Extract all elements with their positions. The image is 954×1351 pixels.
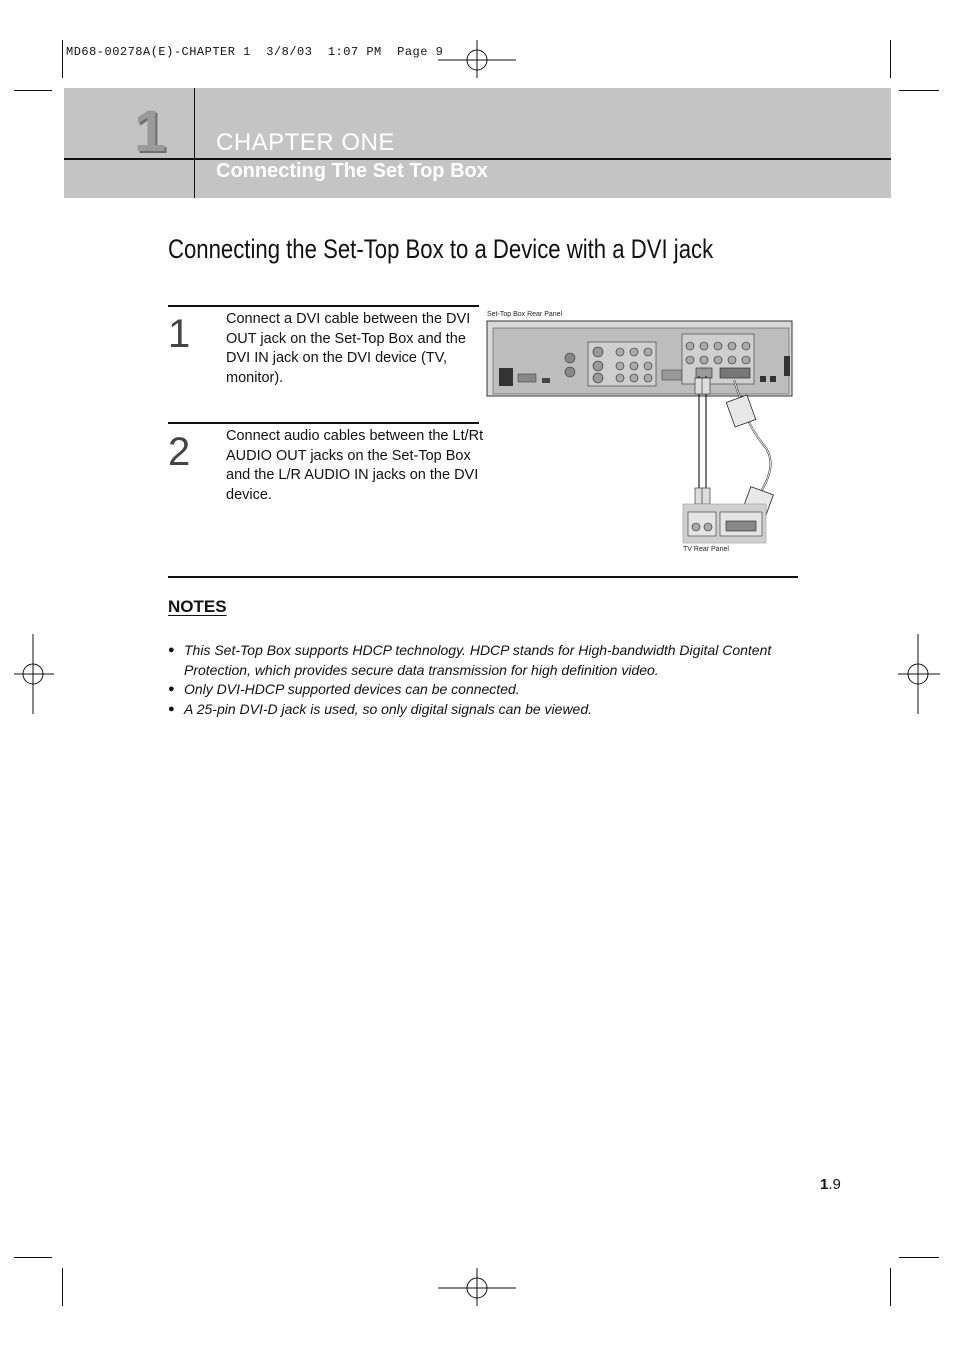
header-vertical-divider <box>194 88 195 198</box>
tv-rear-panel-label: TV Rear Panel <box>683 546 729 553</box>
step-1-text: Connect a DVI cable between the DVI OUT jack on the Set-Top Box and the DVI IN jack on the DVI device (TV, monitor). <box>226 311 471 386</box>
step-2-number: 2 <box>168 430 191 474</box>
bullet-icon: ● <box>168 644 175 656</box>
page-number-chapter: 1 <box>820 1176 829 1193</box>
step-1-number: 1 <box>168 312 191 356</box>
step-2-rule <box>168 422 479 424</box>
note-text: A 25-pin DVI-D jack is used, so only digital signals can be viewed. <box>184 700 593 717</box>
registration-mark-left <box>14 634 54 714</box>
bullet-icon: ● <box>168 683 175 695</box>
page-title: Connecting the Set-Top Box to a Device with a DVI jack <box>168 234 714 264</box>
step-1-rule <box>168 305 479 307</box>
note-text: This Set-Top Box supports HDCP technology. HDCP stands for High-bandwidth Digital Content Protection, which provides secure data transmission for high definition video. <box>184 642 772 678</box>
chapter-label: CHAPTER ONE <box>216 129 395 156</box>
list-item <box>168 680 788 700</box>
registration-mark-bottom <box>438 1268 516 1306</box>
chapter-subtitle: Connecting The Set Top Box <box>216 160 488 182</box>
dvi-cable <box>726 380 773 517</box>
notes-list <box>168 641 788 719</box>
print-slug: MD68-00278A(E)-CHAPTER 1 3/8/03 1:07 PM Page 9 <box>66 45 444 59</box>
connection-diagram <box>484 306 798 556</box>
registration-mark-top <box>438 40 516 78</box>
stb-rear-panel-label: Set-Top Box Rear Panel <box>487 311 563 318</box>
page-number <box>820 1176 841 1193</box>
notes-divider <box>168 576 798 578</box>
note-text: Only DVI-HDCP supported devices can be connected. <box>184 681 520 697</box>
registration-mark-right <box>898 634 940 714</box>
page-number-page: .9 <box>828 1176 841 1193</box>
bullet-icon: ● <box>168 702 175 715</box>
notes-title: NOTES <box>168 597 227 616</box>
list-item <box>168 700 788 720</box>
tv-rear-panel <box>683 504 766 543</box>
step-2-text: Connect audio cables between the Lt/Rt AUDIO OUT jacks on the Set-Top Box and the L/R AUDIO IN jacks on the DVI device. <box>226 428 484 503</box>
list-item <box>168 641 788 680</box>
chapter-number: 1 <box>133 99 167 164</box>
set-top-box-rear-panel <box>487 321 792 396</box>
